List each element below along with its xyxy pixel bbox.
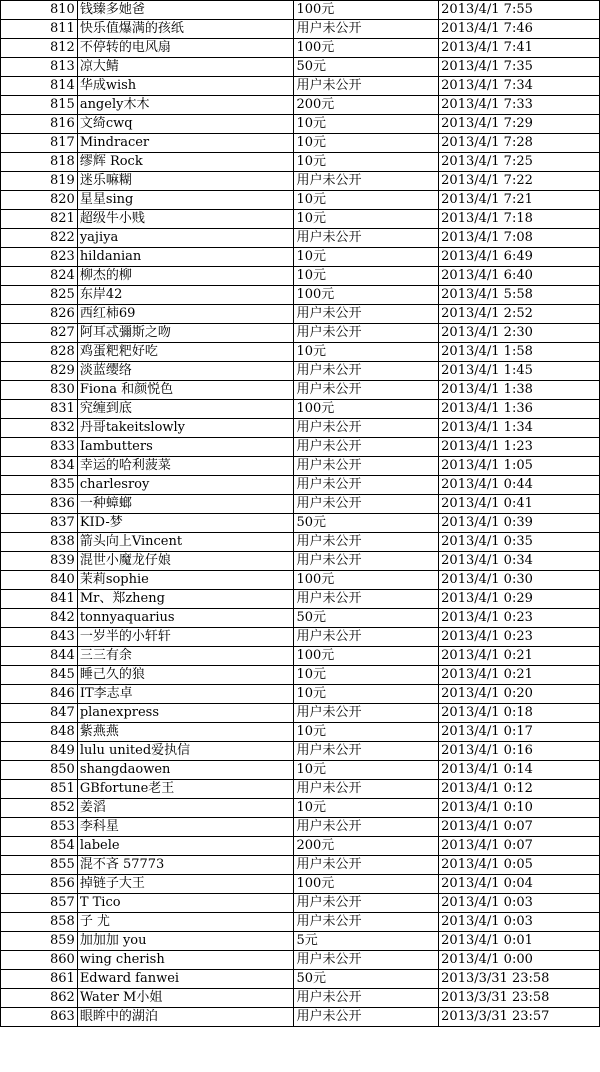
amount-cell: 100元 xyxy=(294,286,439,305)
table-row xyxy=(1,400,600,419)
table-row xyxy=(1,39,600,58)
donor-name-cell: 睡己久的狼 xyxy=(77,666,294,685)
amount-cell: 用户未公开 xyxy=(294,324,439,343)
row-index-cell: 851 xyxy=(1,780,78,799)
table-row xyxy=(1,1,600,20)
row-index-cell: 838 xyxy=(1,533,78,552)
row-index-cell: 845 xyxy=(1,666,78,685)
table-row xyxy=(1,970,600,989)
amount-cell: 用户未公开 xyxy=(294,1008,439,1027)
row-index-cell: 819 xyxy=(1,172,78,191)
row-index-cell: 830 xyxy=(1,381,78,400)
table-row xyxy=(1,495,600,514)
row-index-cell: 849 xyxy=(1,742,78,761)
amount-cell: 用户未公开 xyxy=(294,229,439,248)
time-cell: 2013/4/1 7:22 xyxy=(439,172,600,191)
donor-name-cell: 文绮cwq xyxy=(77,115,294,134)
amount-cell: 用户未公开 xyxy=(294,77,439,96)
row-index-cell: 861 xyxy=(1,970,78,989)
row-index-cell: 814 xyxy=(1,77,78,96)
time-cell: 2013/4/1 0:41 xyxy=(439,495,600,514)
table-row xyxy=(1,248,600,267)
donor-name-cell: 姜滔 xyxy=(77,799,294,818)
row-index-cell: 862 xyxy=(1,989,78,1008)
donor-name-cell: shangdaowen xyxy=(77,761,294,780)
donor-name-cell: 钱臻多她爸 xyxy=(77,1,294,20)
donor-name-cell: 不停转的电风扇 xyxy=(77,39,294,58)
row-index-cell: 835 xyxy=(1,476,78,495)
amount-cell: 用户未公开 xyxy=(294,951,439,970)
row-index-cell: 821 xyxy=(1,210,78,229)
amount-cell: 用户未公开 xyxy=(294,381,439,400)
row-index-cell: 852 xyxy=(1,799,78,818)
donor-name-cell: 眼眸中的湖泊 xyxy=(77,1008,294,1027)
table-row xyxy=(1,609,600,628)
amount-cell: 10元 xyxy=(294,115,439,134)
time-cell: 2013/4/1 7:33 xyxy=(439,96,600,115)
donor-name-cell: Mindracer xyxy=(77,134,294,153)
row-index-cell: 839 xyxy=(1,552,78,571)
donor-name-cell: Iambutters xyxy=(77,438,294,457)
amount-cell: 50元 xyxy=(294,514,439,533)
table-row xyxy=(1,438,600,457)
time-cell: 2013/4/1 7:41 xyxy=(439,39,600,58)
amount-cell: 10元 xyxy=(294,210,439,229)
table-row xyxy=(1,96,600,115)
time-cell: 2013/4/1 0:20 xyxy=(439,685,600,704)
amount-cell: 用户未公开 xyxy=(294,856,439,875)
amount-cell: 10元 xyxy=(294,267,439,286)
amount-cell: 用户未公开 xyxy=(294,742,439,761)
row-index-cell: 816 xyxy=(1,115,78,134)
time-cell: 2013/4/1 7:18 xyxy=(439,210,600,229)
donor-name-cell: 星星sing xyxy=(77,191,294,210)
row-index-cell: 833 xyxy=(1,438,78,457)
row-index-cell: 857 xyxy=(1,894,78,913)
time-cell: 2013/4/1 0:23 xyxy=(439,609,600,628)
amount-cell: 用户未公开 xyxy=(294,780,439,799)
time-cell: 2013/4/1 0:04 xyxy=(439,875,600,894)
table-row xyxy=(1,742,600,761)
donor-table-body xyxy=(1,1,600,1027)
amount-cell: 用户未公开 xyxy=(294,438,439,457)
table-row xyxy=(1,191,600,210)
donor-name-cell: 鸡蛋粑粑好吃 xyxy=(77,343,294,362)
time-cell: 2013/4/1 0:12 xyxy=(439,780,600,799)
donor-name-cell: 缪辉 Rock xyxy=(77,153,294,172)
time-cell: 2013/4/1 7:21 xyxy=(439,191,600,210)
row-index-cell: 846 xyxy=(1,685,78,704)
table-row xyxy=(1,533,600,552)
amount-cell: 用户未公开 xyxy=(294,552,439,571)
amount-cell: 用户未公开 xyxy=(294,590,439,609)
donor-name-cell: 柳杰的柳 xyxy=(77,267,294,286)
donor-name-cell: 究缠到底 xyxy=(77,400,294,419)
donor-name-cell: wing cherish xyxy=(77,951,294,970)
donor-name-cell: 子 尤 xyxy=(77,913,294,932)
donor-name-cell: 丹哥takeitslowly xyxy=(77,419,294,438)
row-index-cell: 854 xyxy=(1,837,78,856)
table-row xyxy=(1,932,600,951)
amount-cell: 用户未公开 xyxy=(294,628,439,647)
table-row xyxy=(1,20,600,39)
donor-name-cell: Edward fanwei xyxy=(77,970,294,989)
row-index-cell: 815 xyxy=(1,96,78,115)
time-cell: 2013/4/1 0:21 xyxy=(439,666,600,685)
time-cell: 2013/4/1 7:46 xyxy=(439,20,600,39)
amount-cell: 100元 xyxy=(294,400,439,419)
time-cell: 2013/4/1 7:29 xyxy=(439,115,600,134)
time-cell: 2013/4/1 0:00 xyxy=(439,951,600,970)
table-row xyxy=(1,210,600,229)
time-cell: 2013/4/1 0:07 xyxy=(439,837,600,856)
row-index-cell: 850 xyxy=(1,761,78,780)
time-cell: 2013/4/1 0:01 xyxy=(439,932,600,951)
table-row xyxy=(1,77,600,96)
donor-name-cell: lulu united爱执信 xyxy=(77,742,294,761)
row-index-cell: 831 xyxy=(1,400,78,419)
amount-cell: 用户未公开 xyxy=(294,704,439,723)
time-cell: 2013/4/1 0:17 xyxy=(439,723,600,742)
table-row xyxy=(1,115,600,134)
donor-name-cell: angely木木 xyxy=(77,96,294,115)
table-row xyxy=(1,419,600,438)
donor-name-cell: IT李志卓 xyxy=(77,685,294,704)
table-row xyxy=(1,989,600,1008)
time-cell: 2013/4/1 0:29 xyxy=(439,590,600,609)
table-row xyxy=(1,381,600,400)
time-cell: 2013/4/1 0:14 xyxy=(439,761,600,780)
row-index-cell: 832 xyxy=(1,419,78,438)
table-row xyxy=(1,552,600,571)
donor-name-cell: 淡蓝缨络 xyxy=(77,362,294,381)
row-index-cell: 836 xyxy=(1,495,78,514)
table-row xyxy=(1,457,600,476)
amount-cell: 5元 xyxy=(294,932,439,951)
time-cell: 2013/3/31 23:58 xyxy=(439,989,600,1008)
table-row xyxy=(1,590,600,609)
donor-name-cell: 混不吝 57773 xyxy=(77,856,294,875)
donor-name-cell: 混世小魔龙仔娘 xyxy=(77,552,294,571)
row-index-cell: 848 xyxy=(1,723,78,742)
amount-cell: 10元 xyxy=(294,134,439,153)
row-index-cell: 824 xyxy=(1,267,78,286)
row-index-cell: 843 xyxy=(1,628,78,647)
table-row xyxy=(1,894,600,913)
amount-cell: 10元 xyxy=(294,248,439,267)
donor-name-cell: planexpress xyxy=(77,704,294,723)
row-index-cell: 817 xyxy=(1,134,78,153)
time-cell: 2013/4/1 1:23 xyxy=(439,438,600,457)
table-row xyxy=(1,913,600,932)
amount-cell: 用户未公开 xyxy=(294,476,439,495)
table-row xyxy=(1,799,600,818)
amount-cell: 用户未公开 xyxy=(294,419,439,438)
donor-name-cell: 李科星 xyxy=(77,818,294,837)
table-row xyxy=(1,818,600,837)
time-cell: 2013/4/1 1:58 xyxy=(439,343,600,362)
donor-name-cell: 三三有余 xyxy=(77,647,294,666)
donor-name-cell: Water M小姐 xyxy=(77,989,294,1008)
time-cell: 2013/3/31 23:57 xyxy=(439,1008,600,1027)
amount-cell: 10元 xyxy=(294,761,439,780)
donor-name-cell: charlesroy xyxy=(77,476,294,495)
table-row xyxy=(1,780,600,799)
amount-cell: 200元 xyxy=(294,96,439,115)
donor-name-cell: 茉莉sophie xyxy=(77,571,294,590)
time-cell: 2013/4/1 7:55 xyxy=(439,1,600,20)
amount-cell: 10元 xyxy=(294,685,439,704)
time-cell: 2013/4/1 7:25 xyxy=(439,153,600,172)
row-index-cell: 841 xyxy=(1,590,78,609)
table-row xyxy=(1,704,600,723)
time-cell: 2013/4/1 7:08 xyxy=(439,229,600,248)
amount-cell: 10元 xyxy=(294,153,439,172)
row-index-cell: 837 xyxy=(1,514,78,533)
table-row xyxy=(1,628,600,647)
donor-name-cell: Mr、郑zheng xyxy=(77,590,294,609)
time-cell: 2013/4/1 0:35 xyxy=(439,533,600,552)
amount-cell: 用户未公开 xyxy=(294,818,439,837)
time-cell: 2013/4/1 1:05 xyxy=(439,457,600,476)
row-index-cell: 825 xyxy=(1,286,78,305)
donor-name-cell: 西红柿69 xyxy=(77,305,294,324)
time-cell: 2013/4/1 1:34 xyxy=(439,419,600,438)
time-cell: 2013/4/1 6:40 xyxy=(439,267,600,286)
row-index-cell: 826 xyxy=(1,305,78,324)
donor-name-cell: 凉大鲭 xyxy=(77,58,294,77)
row-index-cell: 847 xyxy=(1,704,78,723)
row-index-cell: 810 xyxy=(1,1,78,20)
table-row xyxy=(1,172,600,191)
donor-name-cell: 一种蟑螂 xyxy=(77,495,294,514)
time-cell: 2013/4/1 6:49 xyxy=(439,248,600,267)
donor-name-cell: 东岸42 xyxy=(77,286,294,305)
table-row xyxy=(1,305,600,324)
table-row xyxy=(1,875,600,894)
table-row xyxy=(1,571,600,590)
table-row xyxy=(1,229,600,248)
row-index-cell: 818 xyxy=(1,153,78,172)
amount-cell: 用户未公开 xyxy=(294,989,439,1008)
table-row xyxy=(1,723,600,742)
amount-cell: 200元 xyxy=(294,837,439,856)
time-cell: 2013/4/1 7:35 xyxy=(439,58,600,77)
amount-cell: 50元 xyxy=(294,58,439,77)
table-row xyxy=(1,324,600,343)
amount-cell: 用户未公开 xyxy=(294,172,439,191)
table-row xyxy=(1,153,600,172)
time-cell: 2013/4/1 0:03 xyxy=(439,913,600,932)
table-row xyxy=(1,1008,600,1027)
time-cell: 2013/4/1 0:10 xyxy=(439,799,600,818)
donor-name-cell: T Tico xyxy=(77,894,294,913)
amount-cell: 10元 xyxy=(294,191,439,210)
row-index-cell: 828 xyxy=(1,343,78,362)
time-cell: 2013/4/1 0:05 xyxy=(439,856,600,875)
amount-cell: 用户未公开 xyxy=(294,457,439,476)
row-index-cell: 829 xyxy=(1,362,78,381)
amount-cell: 10元 xyxy=(294,666,439,685)
table-row xyxy=(1,267,600,286)
donor-name-cell: 紫燕燕 xyxy=(77,723,294,742)
table-row xyxy=(1,666,600,685)
donor-name-cell: hildanian xyxy=(77,248,294,267)
time-cell: 2013/4/1 2:52 xyxy=(439,305,600,324)
donor-name-cell: 华成wish xyxy=(77,77,294,96)
amount-cell: 10元 xyxy=(294,343,439,362)
donor-name-cell: 阿耳忒彌斯之吻 xyxy=(77,324,294,343)
row-index-cell: 860 xyxy=(1,951,78,970)
time-cell: 2013/4/1 0:30 xyxy=(439,571,600,590)
table-row xyxy=(1,837,600,856)
table-row xyxy=(1,856,600,875)
amount-cell: 10元 xyxy=(294,799,439,818)
time-cell: 2013/3/31 23:58 xyxy=(439,970,600,989)
table-row xyxy=(1,514,600,533)
time-cell: 2013/4/1 0:18 xyxy=(439,704,600,723)
time-cell: 2013/4/1 1:38 xyxy=(439,381,600,400)
donor-name-cell: 加加加 you xyxy=(77,932,294,951)
time-cell: 2013/4/1 1:45 xyxy=(439,362,600,381)
donor-name-cell: 快乐值爆满的孩纸 xyxy=(77,20,294,39)
row-index-cell: 840 xyxy=(1,571,78,590)
row-index-cell: 811 xyxy=(1,20,78,39)
amount-cell: 用户未公开 xyxy=(294,20,439,39)
row-index-cell: 842 xyxy=(1,609,78,628)
time-cell: 2013/4/1 7:28 xyxy=(439,134,600,153)
row-index-cell: 834 xyxy=(1,457,78,476)
table-row xyxy=(1,286,600,305)
amount-cell: 用户未公开 xyxy=(294,495,439,514)
amount-cell: 100元 xyxy=(294,571,439,590)
row-index-cell: 856 xyxy=(1,875,78,894)
donor-name-cell: KID-梦 xyxy=(77,514,294,533)
table-row xyxy=(1,476,600,495)
time-cell: 2013/4/1 0:03 xyxy=(439,894,600,913)
row-index-cell: 820 xyxy=(1,191,78,210)
amount-cell: 100元 xyxy=(294,39,439,58)
table-row xyxy=(1,761,600,780)
row-index-cell: 827 xyxy=(1,324,78,343)
time-cell: 2013/4/1 0:16 xyxy=(439,742,600,761)
table-row xyxy=(1,134,600,153)
table-row xyxy=(1,951,600,970)
donor-name-cell: 掉链子大王 xyxy=(77,875,294,894)
amount-cell: 用户未公开 xyxy=(294,533,439,552)
amount-cell: 10元 xyxy=(294,723,439,742)
table-row xyxy=(1,343,600,362)
amount-cell: 用户未公开 xyxy=(294,894,439,913)
amount-cell: 用户未公开 xyxy=(294,913,439,932)
row-index-cell: 823 xyxy=(1,248,78,267)
time-cell: 2013/4/1 0:07 xyxy=(439,818,600,837)
amount-cell: 100元 xyxy=(294,647,439,666)
row-index-cell: 844 xyxy=(1,647,78,666)
donor-name-cell: 幸运的哈利菠菜 xyxy=(77,457,294,476)
amount-cell: 100元 xyxy=(294,1,439,20)
donor-name-cell: 箭头向上Vincent xyxy=(77,533,294,552)
time-cell: 2013/4/1 7:34 xyxy=(439,77,600,96)
donor-name-cell: 一岁半的小轩轩 xyxy=(77,628,294,647)
amount-cell: 用户未公开 xyxy=(294,362,439,381)
row-index-cell: 853 xyxy=(1,818,78,837)
row-index-cell: 813 xyxy=(1,58,78,77)
time-cell: 2013/4/1 0:39 xyxy=(439,514,600,533)
time-cell: 2013/4/1 0:23 xyxy=(439,628,600,647)
row-index-cell: 859 xyxy=(1,932,78,951)
amount-cell: 100元 xyxy=(294,875,439,894)
table-row xyxy=(1,58,600,77)
donor-name-cell: 超级牛小贱 xyxy=(77,210,294,229)
table-row xyxy=(1,647,600,666)
donor-name-cell: labele xyxy=(77,837,294,856)
row-index-cell: 812 xyxy=(1,39,78,58)
time-cell: 2013/4/1 5:58 xyxy=(439,286,600,305)
amount-cell: 50元 xyxy=(294,609,439,628)
donor-name-cell: 迷乐嘛糊 xyxy=(77,172,294,191)
time-cell: 2013/4/1 1:36 xyxy=(439,400,600,419)
donor-name-cell: yajiya xyxy=(77,229,294,248)
table-row xyxy=(1,362,600,381)
time-cell: 2013/4/1 0:34 xyxy=(439,552,600,571)
time-cell: 2013/4/1 0:21 xyxy=(439,647,600,666)
amount-cell: 用户未公开 xyxy=(294,305,439,324)
donor-name-cell: Fiona 和颜悦色 xyxy=(77,381,294,400)
amount-cell: 50元 xyxy=(294,970,439,989)
row-index-cell: 858 xyxy=(1,913,78,932)
donor-name-cell: GBfortune老王 xyxy=(77,780,294,799)
row-index-cell: 863 xyxy=(1,1008,78,1027)
row-index-cell: 822 xyxy=(1,229,78,248)
donor-name-cell: tonnyaquarius xyxy=(77,609,294,628)
row-index-cell: 855 xyxy=(1,856,78,875)
table-row xyxy=(1,685,600,704)
time-cell: 2013/4/1 0:44 xyxy=(439,476,600,495)
time-cell: 2013/4/1 2:30 xyxy=(439,324,600,343)
